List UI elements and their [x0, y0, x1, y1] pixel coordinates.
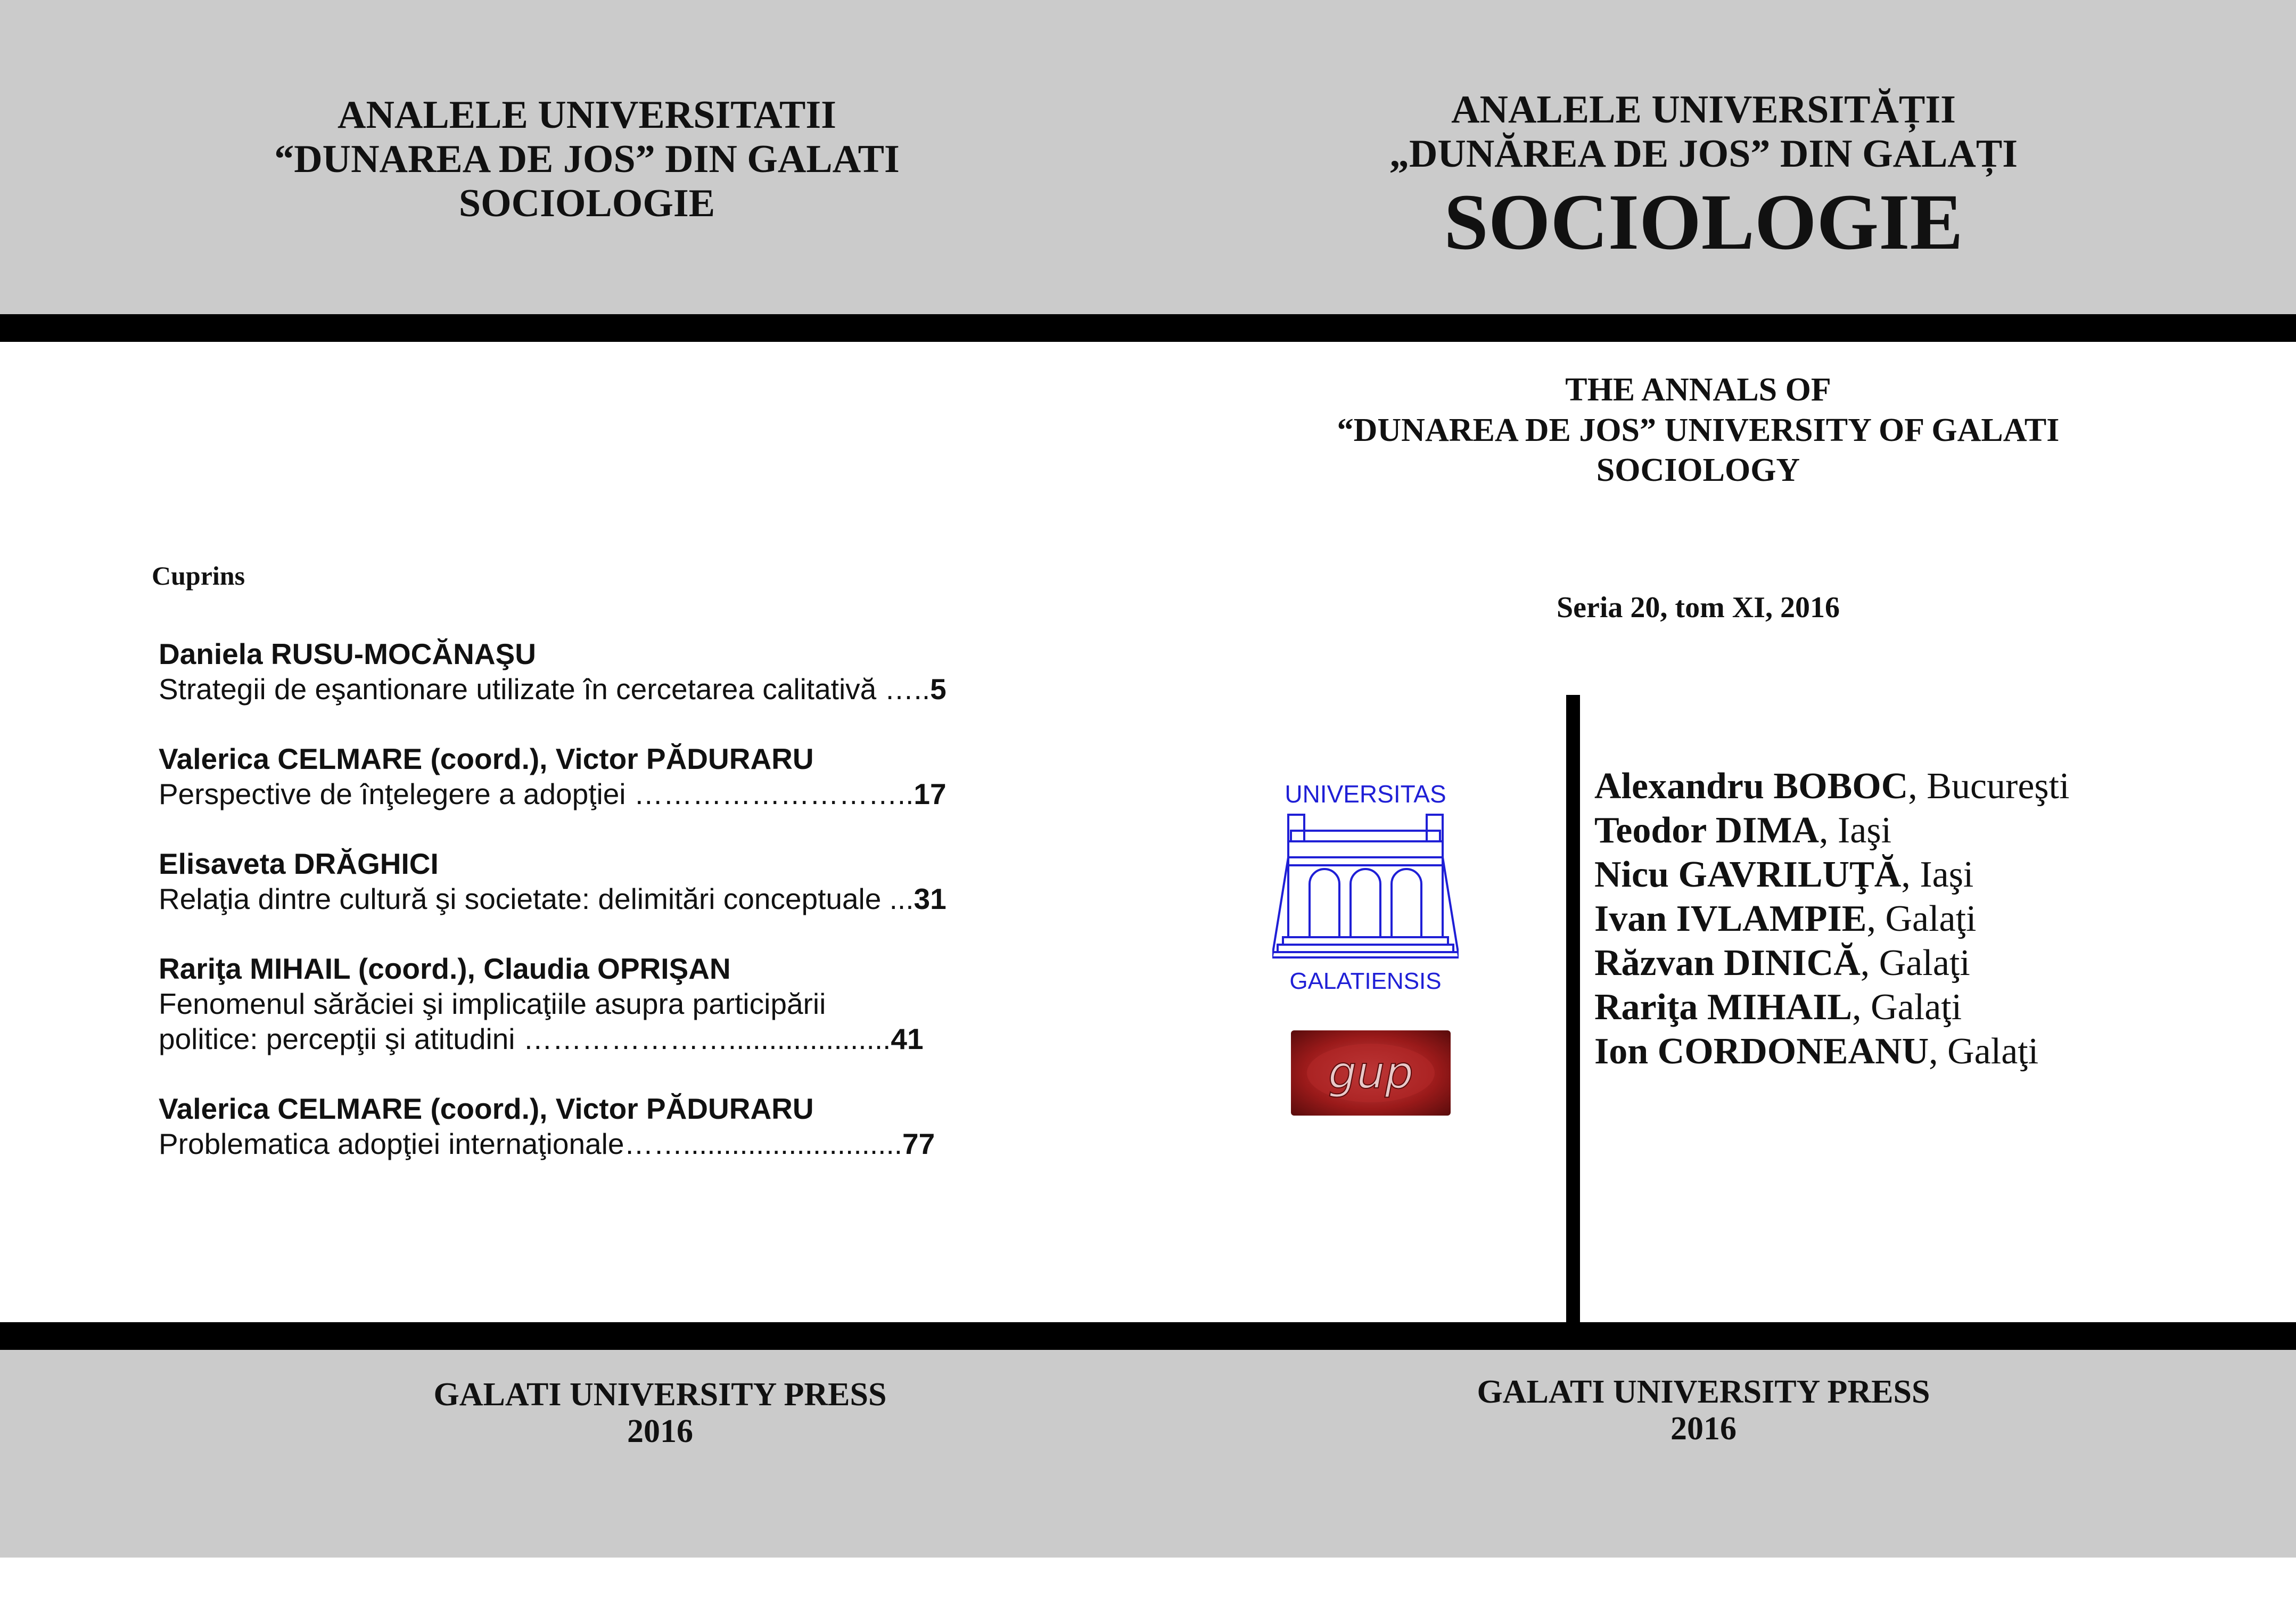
board-name: Răzvan DINICĂ	[1594, 943, 1861, 984]
front-title-line1: ANALELE UNIVERSITĂȚII	[1451, 88, 1956, 132]
english-title-line1: THE ANNALS OF	[1565, 372, 1831, 408]
toc-title	[159, 671, 1037, 707]
toc-title-text: Relaţia dintre cultură şi societate: delimitări conceptuale ...	[159, 882, 914, 915]
toc-author: Elisaveta DRĂGHICI	[159, 847, 439, 880]
toc-author: Daniela RUSU-MOCĂNAŞU	[159, 637, 536, 670]
top-rule	[0, 314, 2296, 342]
front-cover-title	[1294, 88, 2113, 264]
university-logo-icon	[1272, 780, 1459, 996]
english-title-line2: “DUNAREA DE JOS” UNIVERSITY OF GALATI	[1337, 412, 2060, 448]
logo-top-text: UNIVERSITAS	[1285, 780, 1446, 808]
toc-entry	[159, 1091, 1037, 1161]
board-place: , Galaţi	[1852, 987, 1962, 1028]
toc-page: 17	[914, 777, 947, 810]
board-name: Ivan IVLAMPIE	[1594, 898, 1867, 939]
board-name: Ion CORDONEANU	[1594, 1031, 1929, 1072]
toc-author: Rariţa MIHAIL (coord.), Claudia OPRIŞAN	[159, 952, 731, 985]
toc-entry	[159, 846, 1037, 916]
board-place: , Galaţi	[1866, 898, 1977, 939]
toc-heading: Cuprins	[152, 561, 245, 591]
gup-logo-icon	[1291, 1030, 1451, 1116]
series-info: Seria 20, tom XI, 2016	[1557, 591, 1840, 624]
board-place: , Iaşi	[1818, 810, 1892, 851]
board-name: Teodor DIMA	[1594, 810, 1819, 851]
board-member	[1594, 1029, 2070, 1074]
board-member	[1594, 853, 2070, 897]
toc-title: Fenomenul sărăciei şi implicaţiile asupra participării	[159, 987, 826, 1020]
toc-title-text: Problematica adopţiei internaţionale……...........................	[159, 1127, 903, 1160]
vertical-rule	[1566, 695, 1580, 1323]
toc-page: 41	[891, 1022, 924, 1055]
toc-title-text: Strategii de eşantionare utilizate în cercetarea calitativă …..	[159, 673, 931, 706]
board-place: , Galaţi	[1860, 943, 1970, 984]
back-cover-title	[149, 93, 1025, 226]
toc-page: 31	[914, 882, 947, 915]
toc-page: 77	[902, 1127, 935, 1160]
toc-entry	[159, 741, 1037, 812]
toc-page: 5	[930, 673, 947, 706]
editorial-board	[1594, 764, 2070, 1074]
publisher-year: 2016	[627, 1413, 693, 1450]
back-title-line2: “DUNAREA DE JOS” DIN GALATI	[274, 137, 900, 181]
toc-title-text: politice: percepţii şi atitudini …………………....................	[159, 1022, 891, 1055]
toc-title	[159, 881, 1037, 916]
publisher-left	[224, 1377, 1097, 1451]
back-title-line1: ANALELE UNIVERSITATII	[338, 93, 836, 137]
english-title	[1235, 370, 2161, 491]
table-of-contents	[159, 636, 1037, 1196]
front-title-line2: „DUNĂREA DE JOS” DIN GALAȚI	[1389, 132, 2018, 176]
board-member	[1594, 897, 2070, 941]
toc-title-text: Perspective de înţelegere a adopţiei ………………………..	[159, 777, 914, 810]
board-name: Nicu GAVRILUŢĂ	[1594, 854, 1902, 895]
logo-bottom-text: GALATIENSIS	[1289, 968, 1442, 994]
toc-title-cont	[159, 1021, 1037, 1056]
board-member	[1594, 764, 2070, 808]
board-place: , Iaşi	[1901, 854, 1974, 895]
board-place: , Galaţi	[1929, 1031, 2039, 1072]
publisher-year: 2016	[1670, 1411, 1737, 1447]
gup-text: gup	[1328, 1046, 1413, 1099]
board-name: Alexandru BOBOC	[1594, 766, 1908, 807]
board-place: , Bucureşti	[1908, 766, 2070, 807]
board-name: Rariţa MIHAIL	[1594, 987, 1853, 1028]
toc-title	[159, 1126, 1037, 1161]
board-member	[1594, 808, 2070, 853]
english-title-line3: SOCIOLOGY	[1596, 452, 1800, 489]
toc-author: Valerica CELMARE (coord.), Victor PĂDURARU	[159, 742, 814, 775]
publisher-right	[1294, 1374, 2113, 1448]
publisher-name: GALATI UNIVERSITY PRESS	[1477, 1374, 1930, 1410]
board-member	[1594, 985, 2070, 1029]
bottom-rule	[0, 1322, 2296, 1350]
toc-title	[159, 776, 1037, 812]
back-title-line3: SOCIOLOGIE	[458, 181, 715, 225]
toc-author: Valerica CELMARE (coord.), Victor PĂDURARU	[159, 1092, 814, 1125]
front-title-main: SOCIOLOGIE	[1444, 177, 1963, 266]
board-member	[1594, 941, 2070, 985]
toc-entry	[159, 636, 1037, 707]
publisher-name: GALATI UNIVERSITY PRESS	[433, 1377, 887, 1413]
toc-entry	[159, 951, 1037, 1056]
